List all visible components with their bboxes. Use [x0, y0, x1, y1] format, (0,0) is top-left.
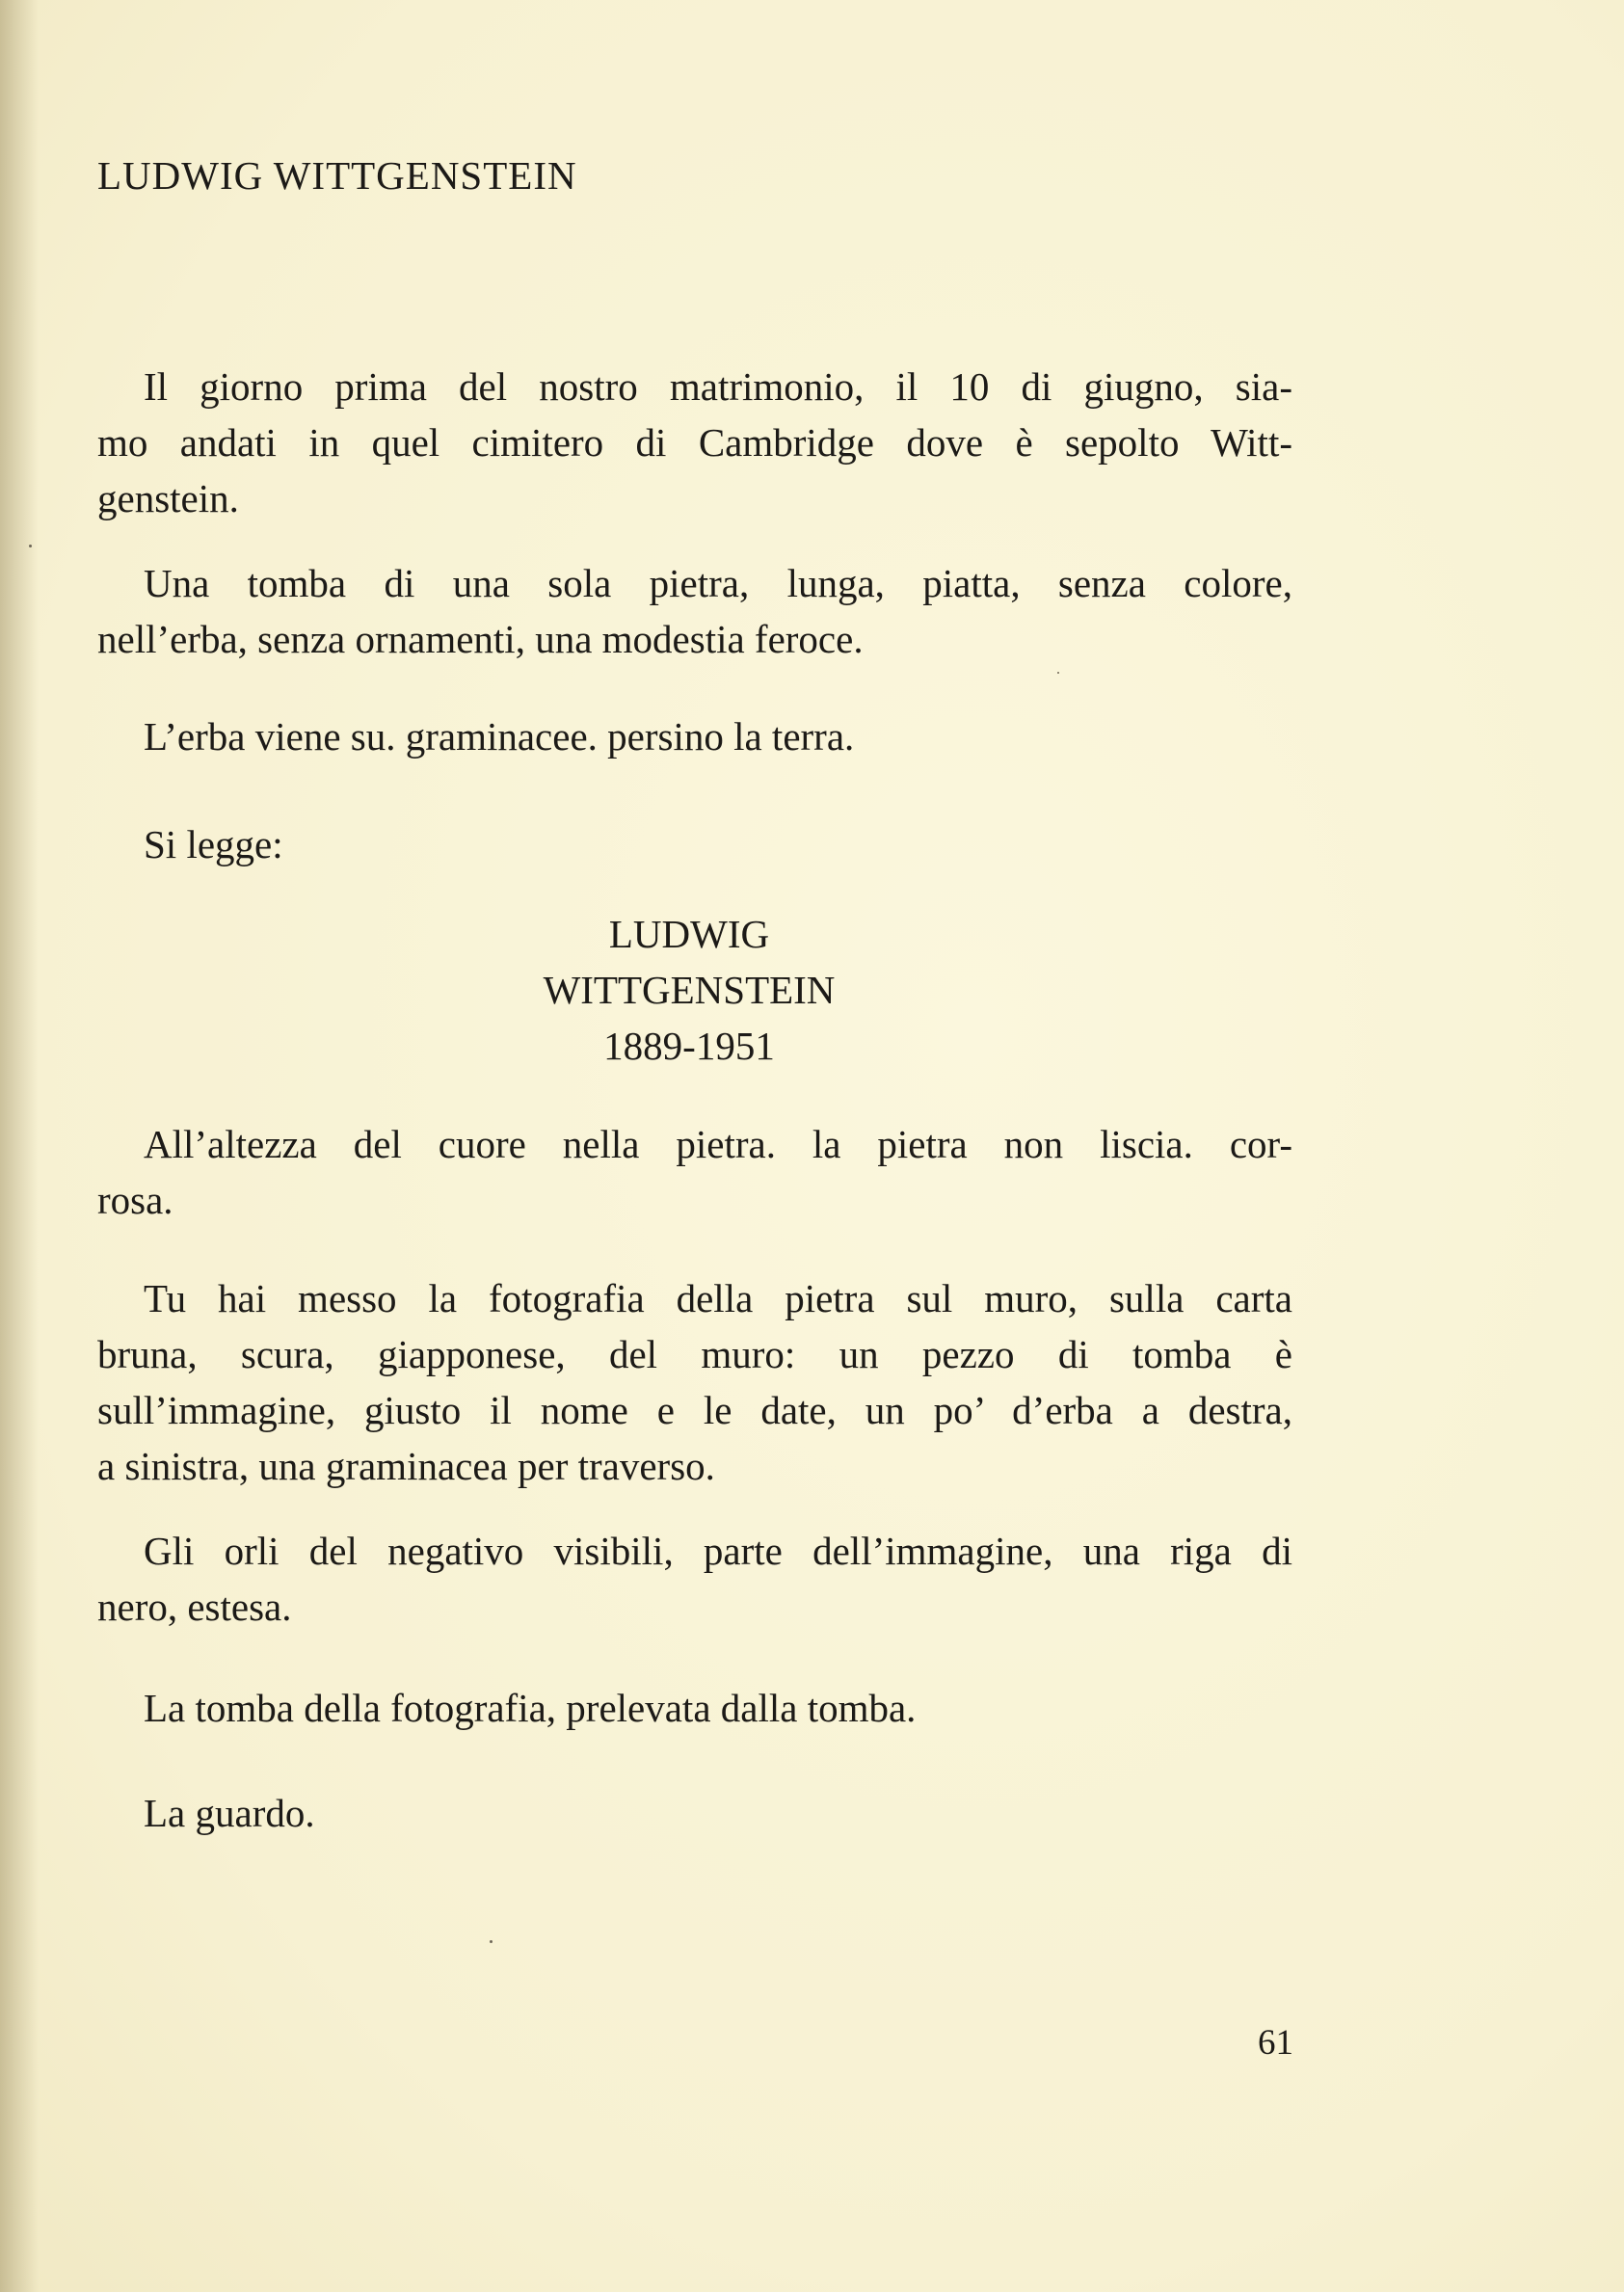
paragraph-line: Gli orli del negativo visibili, parte dell’immagine, una riga di: [144, 1529, 1292, 1573]
paragraph-2: [97, 555, 1292, 667]
inscription-surname: WITTGENSTEIN: [543, 968, 836, 1012]
paragraph-line: Si legge:: [144, 822, 283, 866]
paragraph-8: [97, 1680, 1292, 1736]
inscription-dates: 1889-1951: [603, 1024, 775, 1068]
paragraph-line: L’erba viene su. graminacee. persino la terra.: [144, 714, 855, 759]
paragraph-line: genstein.: [97, 476, 239, 520]
paragraph-line: La tomba della fotografia, prelevata dalla tomba.: [144, 1686, 917, 1730]
paragraph-line: rosa.: [97, 1178, 173, 1222]
paragraph-line: Tu hai messo la fotografia della pietra sul muro, sulla carta: [144, 1276, 1292, 1320]
paragraph-line: All’altezza del cuore nella pietra. la pietra non liscia. cor-: [144, 1122, 1292, 1166]
paragraph-7: [97, 1523, 1292, 1635]
paragraph-line: Il giorno prima del nostro matrimonio, il 10 di giugno, sia-: [144, 364, 1292, 409]
running-title: LUDWIG WITTGENSTEIN: [97, 153, 577, 198]
paper-speck: [1057, 672, 1059, 674]
binding-gutter-shadow: [0, 0, 39, 2292]
paragraph-9: [97, 1785, 1292, 1841]
paragraph-line: nell’erba, senza ornamenti, una modestia feroce.: [97, 617, 864, 661]
tombstone-inscription: [0, 906, 1378, 1074]
paragraph-1: [97, 359, 1292, 526]
page-number: 61: [1258, 2023, 1293, 2063]
paragraph-6: [97, 1270, 1292, 1494]
paragraph-5: [97, 1116, 1292, 1228]
paragraph-4: [97, 816, 1292, 872]
paragraph-line: Una tomba di una sola pietra, lunga, piatta, senza colore,: [144, 561, 1292, 605]
paragraph-line: a sinistra, una graminacea per traverso.: [97, 1444, 715, 1488]
paragraph-line: La guardo.: [144, 1791, 315, 1835]
paragraph-line: nero, estesa.: [97, 1585, 292, 1629]
paragraph-3: [97, 708, 1292, 764]
paper-speck: [490, 1940, 493, 1943]
paragraph-line: mo andati in quel cimitero di Cambridge dove è sepolto Witt-: [97, 420, 1292, 465]
paragraph-line: bruna, scura, giapponese, del muro: un pezzo di tomba è: [97, 1332, 1292, 1376]
paragraph-line: sull’immagine, giusto il nome e le date, un po’ d’erba a destra,: [97, 1388, 1292, 1432]
paper-speck: [29, 545, 32, 547]
inscription-first-name: LUDWIG: [608, 912, 770, 956]
